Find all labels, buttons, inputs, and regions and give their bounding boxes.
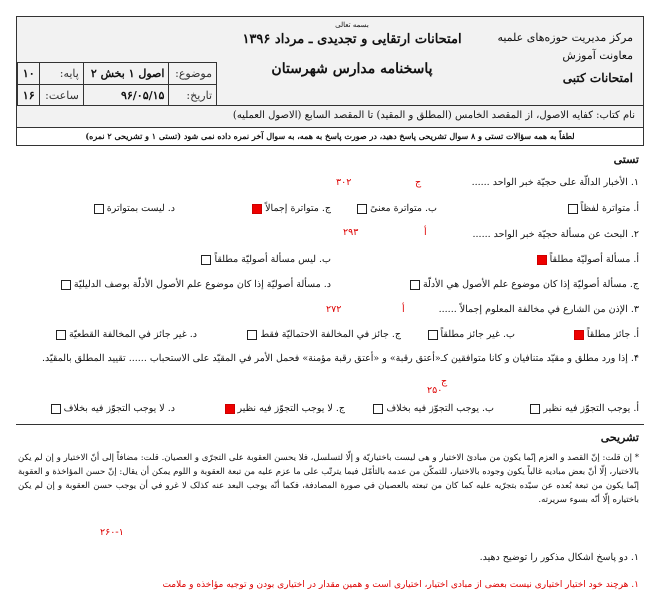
question-3-text: ۳. الإذن من الشارع في مخالفة المعلوم إجمالاً ...... (438, 304, 639, 315)
option-label: أ. جائز مطلقاً (586, 329, 639, 340)
question-3-answer: أ (402, 304, 405, 315)
option-label: د. مسألة أصولیّة إذا کان موضوع علم الأصول الأدلّة بوصف الدلیلیّة (73, 279, 331, 290)
option-label: أ. متواترة لفظاً (580, 203, 639, 214)
option-label: ب. یوجب التجوّز فیه بخلاف (386, 403, 494, 414)
q3-option-b[interactable] (425, 329, 515, 340)
subject-label: موضوع: (169, 63, 217, 85)
question-4-text: ۴. إذا ورد مطلق و مقیّد متنافیان و کانا متوافقین کـ«أعتق رقبة» و «أعتق رقبة مؤمنة» فحمل الأمر في المقیّد علی الاستحباب ...... تقیید المطلق بالمقیّد. (42, 353, 639, 364)
option-checkbox-selected[interactable] (225, 404, 235, 414)
tests-section-title: تستی (613, 153, 639, 166)
instructions-note: لطفاً به همه سؤالات تستی و ۸ سوال تشریحی پاسخ دهید، در صورت پاسخ به همه، به سوال آخر نمره داده نمی شود (تستی ۱ و تشریحی ۲ نمره) (16, 128, 644, 146)
question-1-page: ۳۰۲ (336, 177, 352, 188)
q2-option-a[interactable] (534, 254, 639, 265)
q4-option-c[interactable] (222, 403, 346, 414)
option-checkbox[interactable] (94, 204, 104, 214)
q1-option-d[interactable] (91, 203, 175, 214)
time-label: ساعت: (39, 85, 83, 107)
option-label: أ. مسألة أصولیّة مطلقاً (549, 254, 639, 265)
subject-value: اصول ۱ بخش ۲ (83, 63, 169, 85)
q3-option-c[interactable] (244, 329, 401, 340)
q3-option-a[interactable] (571, 329, 639, 340)
option-checkbox[interactable] (428, 330, 438, 340)
essay-question-1: ۱. دو پاسخ اشکال مذکور را توضیح دهید. (479, 552, 639, 563)
header-written-exams: امتحانات کتبی (562, 71, 633, 85)
option-checkbox[interactable] (357, 204, 367, 214)
option-label: ب. غیر جائز مطلقاً (440, 329, 515, 340)
q1-option-c[interactable] (249, 203, 331, 214)
option-label: أ. یوجب التجوّز فیه نظیر (543, 403, 639, 414)
bismillah: بسمه تعالی (335, 21, 369, 29)
option-checkbox[interactable] (568, 204, 578, 214)
option-label: د. لا یوجب التجوّز فیه بخلاف (63, 403, 175, 414)
essay-answer-1: ۱. هرچند خود اختیار اختیاری نیست بعضی از مبادی اختیار، اختیاری است و همین مقدار در اختیاری بودن و توجیه مؤاخذه و ملامت (162, 580, 639, 590)
q1-option-b[interactable] (354, 203, 437, 214)
grade-value: ۱۰ (18, 63, 40, 85)
option-label: ب. متواترة معنیً (370, 203, 437, 214)
q2-option-c[interactable] (407, 279, 639, 290)
question-4-page: ۲۵۰ (427, 385, 443, 396)
q2-option-d[interactable] (58, 279, 331, 290)
answers-title: پاسخنامه مدارس شهرستان (271, 61, 433, 77)
option-label: ج. متواترة إجمالاً (265, 203, 331, 214)
option-checkbox[interactable] (51, 404, 61, 414)
question-3-page: ۲۷۲ (326, 304, 342, 315)
q3-option-d[interactable] (53, 329, 197, 340)
option-label: ب. لیس مسألة أصولیّة مطلقاً (214, 254, 331, 265)
option-checkbox[interactable] (56, 330, 66, 340)
essay-paragraph: * إن قلت: إنّ القصد و العزم إنّما یکون من مبادئ الاختیار و هی لیست باختیاریّة و إلّا لتسلسل، فلا یحسن العقوبة علی التجرّی و العصیان. قلت: مضافاً إلی أنّ الاختیار و إن لم یکن بالاختیار، إلّا أنّ بعض مبادیه غالباً یکون وجوده بالاختیار، للتمکّن من عدمه بالتأمّل فیما یترتّب علی ما عزم علیه من تبعة العقوبة و اللوم یمکن أن یقال: إنّ حسن المؤاخذة و العقوبة إنّما یکون من تبعة بُعده عن سیّده بتجرّیه علیه کما کان من تبعته بالعصیان في صورة المصادفة، فکما أنّه یوجب البعد عنه کذلک لا غرو في أن یوجب حسن العقوبة و إن لم یکن باختیاره إلّا أنّه بسوء سریرته. (18, 453, 639, 505)
option-label: د. غیر جائز في المخالفة القطعیّة (68, 329, 197, 340)
option-label: ج. جائز في المخالفة الاحتمالیّة فقط (260, 329, 401, 340)
option-label: ج. لا یوجب التجوّز فیه نظیر (237, 403, 345, 414)
header-office-block (483, 29, 633, 87)
header-title-block (217, 21, 487, 77)
exam-header (16, 16, 644, 106)
option-checkbox[interactable] (373, 404, 383, 414)
question-2-text: ۲. البحث عن مسألة حجیّة خبر الواحد ...... (472, 229, 639, 240)
option-checkbox[interactable] (201, 255, 211, 265)
option-checkbox[interactable] (247, 330, 257, 340)
q1-option-a[interactable] (565, 203, 639, 214)
exam-title: امتحانات ارتقایی و تجدیدی ـ مرداد ۱۳۹۶ (242, 32, 462, 47)
essay-section-title: تشریحی (600, 431, 639, 444)
header-office-line: مرکز مدیریت حوزه‌های علمیه (497, 31, 633, 44)
question-1-answer: ج (415, 177, 422, 188)
option-checkbox[interactable] (410, 280, 420, 290)
q2-option-b[interactable] (198, 254, 331, 265)
exam-info-table (17, 62, 217, 107)
question-2-answer: أ (424, 227, 427, 238)
section-divider (16, 424, 644, 425)
question-4-answer: ج (441, 376, 448, 387)
option-checkbox-selected[interactable] (537, 255, 547, 265)
header-office-line: معاونت آموزش (562, 49, 633, 62)
date-value: ۹۶/۰۵/۱۵ (83, 85, 169, 107)
book-line: نام کتاب: کفایه الاصول، از المقصد الخامس (المطلق و المقید) تا المقصد السابع (الاصول العملیه) (16, 106, 644, 128)
option-checkbox-selected[interactable] (574, 330, 584, 340)
date-label: تاریخ: (169, 85, 217, 107)
q4-option-a[interactable] (527, 403, 639, 414)
time-value: ۱۶ (18, 85, 40, 107)
q4-option-b[interactable] (370, 403, 494, 414)
essay-reference: ۲۶۰-۱ (100, 527, 124, 538)
q4-option-d[interactable] (48, 403, 175, 414)
option-label: د. لیست بمتواترة (106, 203, 175, 214)
option-label: ج. مسألة أصولیّة إذا کان موضوع علم الأصول هي الأدلّة (422, 279, 639, 290)
question-1-text: ۱. الأخبار الدالّة علی حجیّة خبر الواحد ...... (471, 177, 639, 188)
question-2-page: ۲۹۳ (343, 227, 359, 238)
option-checkbox[interactable] (61, 280, 71, 290)
option-checkbox-selected[interactable] (252, 204, 262, 214)
grade-label: پایه: (39, 63, 83, 85)
option-checkbox[interactable] (530, 404, 540, 414)
